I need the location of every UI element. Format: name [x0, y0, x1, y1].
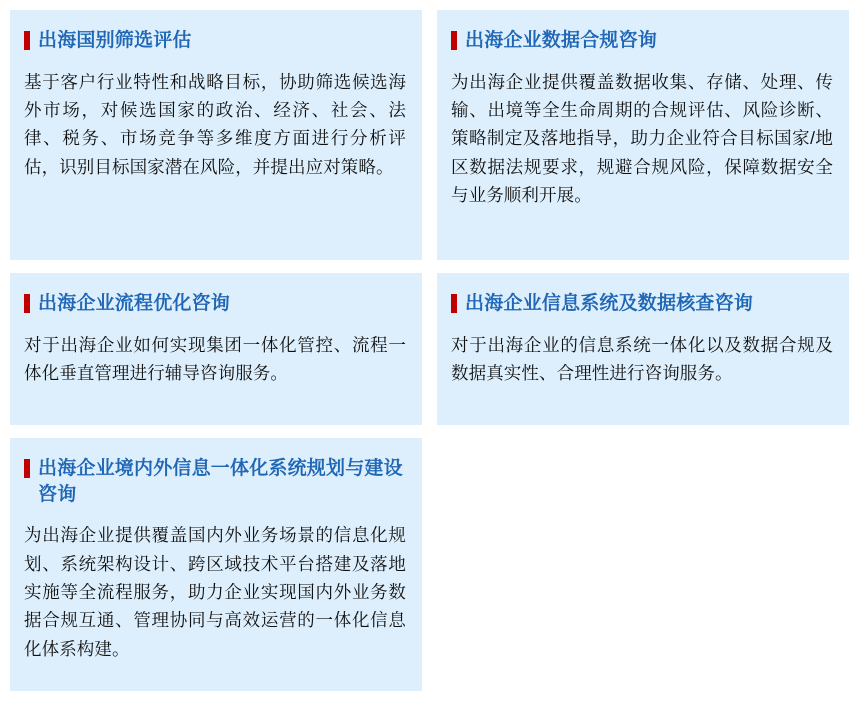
card-title-text: 出海国别筛选评估: [38, 30, 192, 51]
card-title: [24, 456, 406, 507]
card-title-text: 出海企业境内外信息一体化系统规划与建设咨询: [38, 458, 403, 505]
card-title: [451, 28, 833, 54]
card-title-text: 出海企业信息系统及数据核查咨询: [465, 293, 754, 314]
card-body-text: 基于客户行业特性和战略目标，协助筛选候选海外市场，对候选国家的政治、经济、社会、法律、税务、市场竞争等多维度方面进行分析评估，识别目标国家潜在风险，并提出应对策略。: [24, 71, 406, 177]
service-card: [10, 10, 422, 260]
card-title: [24, 291, 406, 317]
card-title-text: 出海企业数据合规咨询: [465, 30, 658, 51]
card-title-text: 出海企业流程优化咨询: [38, 293, 231, 314]
card-body-text: 对于出海企业如何实现集团一体化管控、流程一体化垂直管理进行辅导咨询服务。: [24, 334, 406, 383]
card-body-text: 为出海企业提供覆盖数据收集、存储、处理、传输、出境等全生命周期的合规评估、风险诊断、策略制定及落地指导，助力企业符合目标国家/地区数据法规要求，规避合规风险，保障数据安全与业务顺利开展。: [451, 71, 833, 206]
card-body-text: 为出海企业提供覆盖国内外业务场景的信息化规划、系统架构设计、跨区域技术平台搭建及落地实施等全流程服务，助力企业实现国内外业务数据合规互通、管理协同与高效运营的一体化信息化体系构建。: [24, 525, 406, 659]
service-card: [437, 273, 849, 425]
accent-bar-icon: [24, 459, 30, 478]
accent-bar-icon: [24, 31, 30, 50]
accent-bar-icon: [24, 294, 30, 313]
accent-bar-icon: [451, 294, 457, 313]
card-title: [451, 291, 833, 317]
accent-bar-icon: [451, 31, 457, 50]
card-title: [24, 28, 406, 54]
card-body-text: 对于出海企业的信息系统一体化以及数据合规及数据真实性、合理性进行咨询服务。: [451, 334, 833, 383]
service-card: [10, 273, 422, 425]
service-card: [10, 438, 422, 691]
service-card: [437, 10, 849, 260]
